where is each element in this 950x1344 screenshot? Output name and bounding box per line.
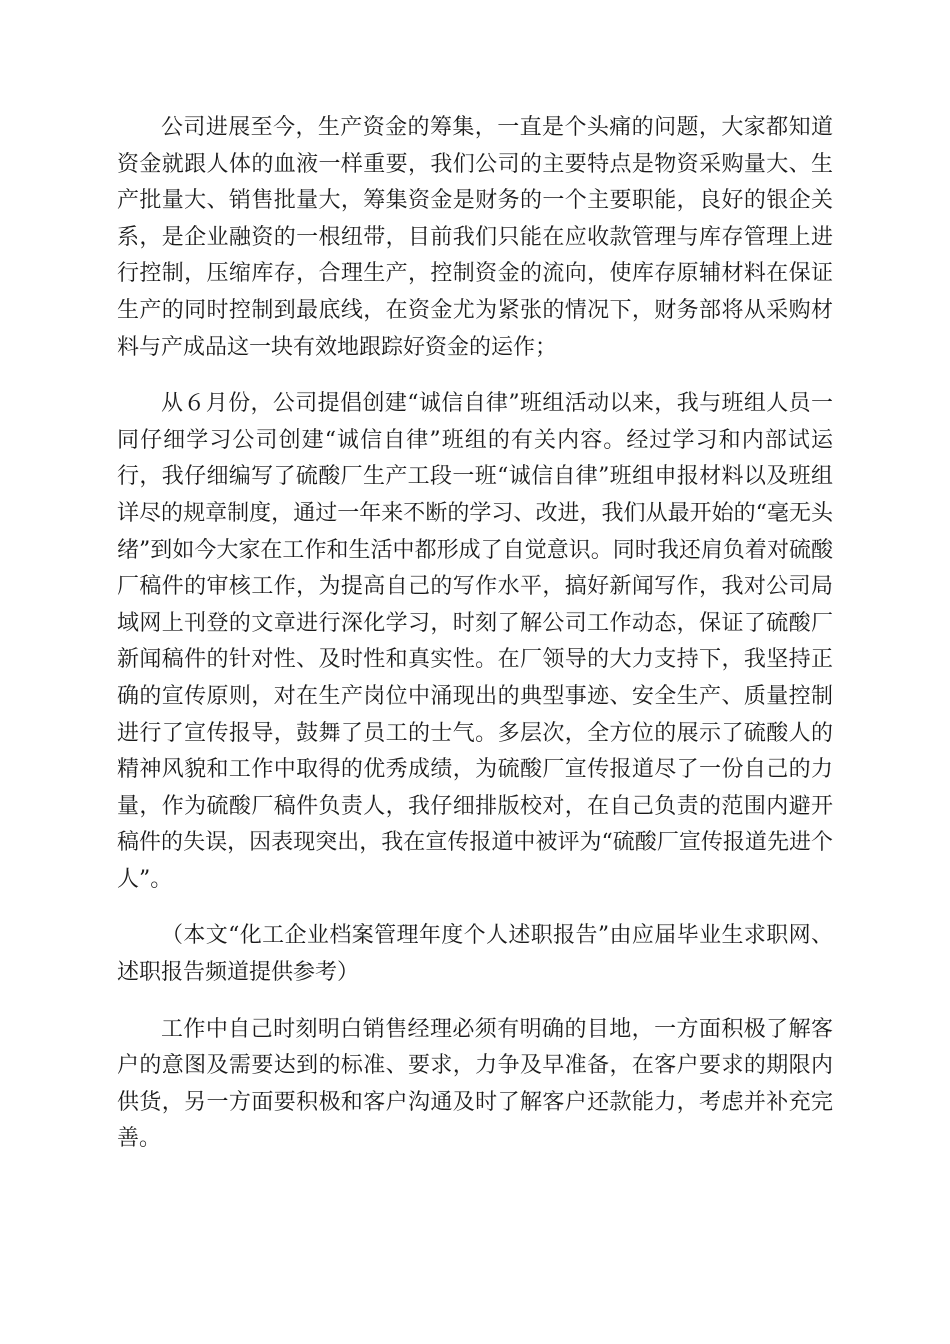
paragraph-source-note: （本文“化工企业档案管理年度个人述职报告”由应届毕业生求职网、述职报告频道提供参考） [117, 923, 833, 986]
paragraph-integrity-team: 从６月份，公司提倡创建“诚信自律”班组活动以来，我与班组人员一同仔细学习公司创建“诚信自律”班组的有关内容。经过学习和内部试运行，我仔细编写了硫酸厂生产工段一班“诚信自律”班组申报材料以及班组详尽的规章制度，通过一年来不断的学习、改进，我们从最开始的“毫无头绪”到如今大家在工作和生活中都形成了自觉意识。同时我还肩负着对硫酸厂稿件的审核工作，为提高自己的写作水平，搞好新闻写作，我对公司局域网上刊登的文章进行深化学习，时刻了解公司工作动态，保证了硫酸厂新闻稿件的针对性、及时性和真实性。在厂领导的大力支持下，我坚持正确的宣传原则，对在生产岗位中涌现出的典型事迹、安全生产、质量控制进行了宣传报导，鼓舞了员工的士气。多层次，全方位的展示了硫酸人的精神风貌和工作中取得的优秀成绩，为硫酸厂宣传报道尽了一份自己的力量，作为硫酸厂稿件负责人，我仔细排版校对，在自己负责的范围内避开稿件的失误，因表现突出，我在宣传报道中被评为“硫酸厂宣传报道先进个人”。 [117, 391, 833, 892]
paragraph-fundraising: 公司进展至今，生产资金的筹集，一直是个头痛的问题，大家都知道资金就跟人体的血液一样重要，我们公司的主要特点是物资采购量大、生产批量大、销售批量大，筹集资金是财务的一个主要职能，良好的银企关系，是企业融资的一根纽带，目前我们只能在应收款管理与库存管理上进行控制，压缩库存，合理生产，控制资金的流向，使库存原辅材料在保证生产的同时控制到最底线，在资金尤为紧张的情况下，财务部将从采购材料与产成品这一块有效地跟踪好资金的运作； [117, 115, 833, 360]
paragraph-sales-work: 工作中自己时刻明白销售经理必须有明确的目地，一方面积极了解客户的意图及需要达到的标准、要求，力争及早准备，在客户要求的期限内供货，另一方面要积极和客户沟通及时了解客户还款能力，考虑并补充完善。 [117, 1016, 833, 1152]
document-page [117, 110, 833, 1158]
